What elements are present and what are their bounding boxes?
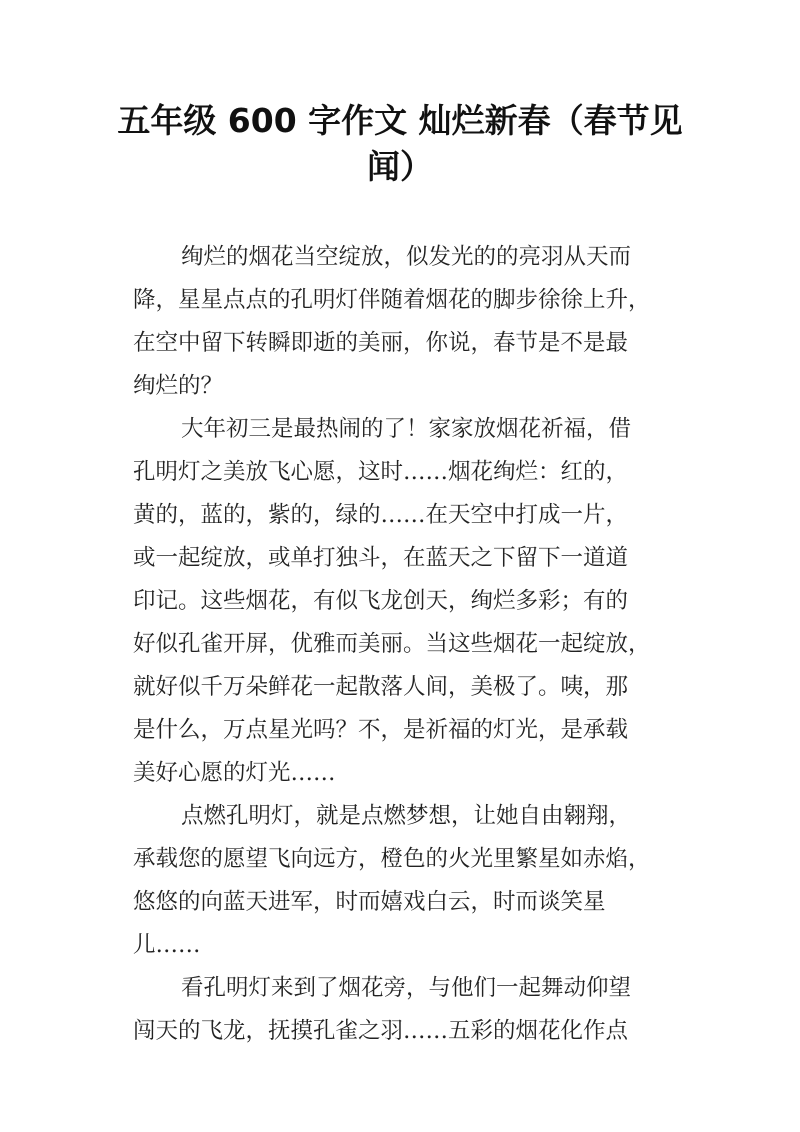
text-line: 孔明灯之美放飞心愿，这时……烟花绚烂：红的， — [133, 459, 629, 485]
document-title — [100, 98, 700, 190]
text-line: 美好心愿的灯光…… — [133, 760, 336, 786]
text-line: 就好似千万朵鲜花一起散落人间，美极了。咦，那 — [133, 674, 629, 700]
text-line: 黄的，蓝的，紫的，绿的……在天空中打成一片， — [133, 502, 629, 528]
paragraph-1 — [133, 236, 673, 408]
title-line: 闻） — [367, 147, 433, 186]
text-line: 点燃孔明灯，就是点燃梦想，让她自由翱翔， — [181, 803, 632, 829]
text-line: 承载您的愿望飞向远方，橙色的火光里繁星如赤焰， — [133, 846, 651, 872]
text-line: 看孔明灯来到了烟花旁，与他们一起舞动仰望 — [181, 975, 632, 1001]
text-line: 闯天的飞龙，抚摸孔雀之羽……五彩的烟花化作点 — [133, 1018, 629, 1044]
text-line: 印记。这些烟花，有似飞龙创天，绚烂多彩；有的 — [133, 588, 629, 614]
text-line: 大年初三是最热闹的了！家家放烟花祈福，借 — [181, 416, 632, 442]
paragraph-4 — [133, 967, 673, 1053]
paragraph-3 — [133, 795, 673, 967]
text-line: 是什么，万点星光吗？不，是祈福的灯光，是承载 — [133, 717, 629, 743]
text-line: 绚烂的？ — [133, 373, 224, 399]
text-line: 儿…… — [133, 932, 201, 958]
title-line: 五年级 600 字作文 灿烂新春（春节见 — [117, 101, 683, 140]
text-line: 绚烂的烟花当空绽放，似发光的的亮羽从天而 — [181, 244, 632, 270]
text-line: 悠悠的向蓝天进军，时而嬉戏白云，时而谈笑星 — [133, 889, 606, 915]
text-line: 或一起绽放，或单打独斗，在蓝天之下留下一道道 — [133, 545, 629, 571]
document-body — [133, 236, 673, 1053]
paragraph-2 — [133, 408, 673, 795]
text-line: 好似孔雀开屏，优雅而美丽。当这些烟花一起绽放， — [133, 631, 651, 657]
text-line: 降，星星点点的孔明灯伴随着烟花的脚步徐徐上升， — [133, 287, 651, 313]
text-line: 在空中留下转瞬即逝的美丽，你说，春节是不是最 — [133, 330, 629, 356]
